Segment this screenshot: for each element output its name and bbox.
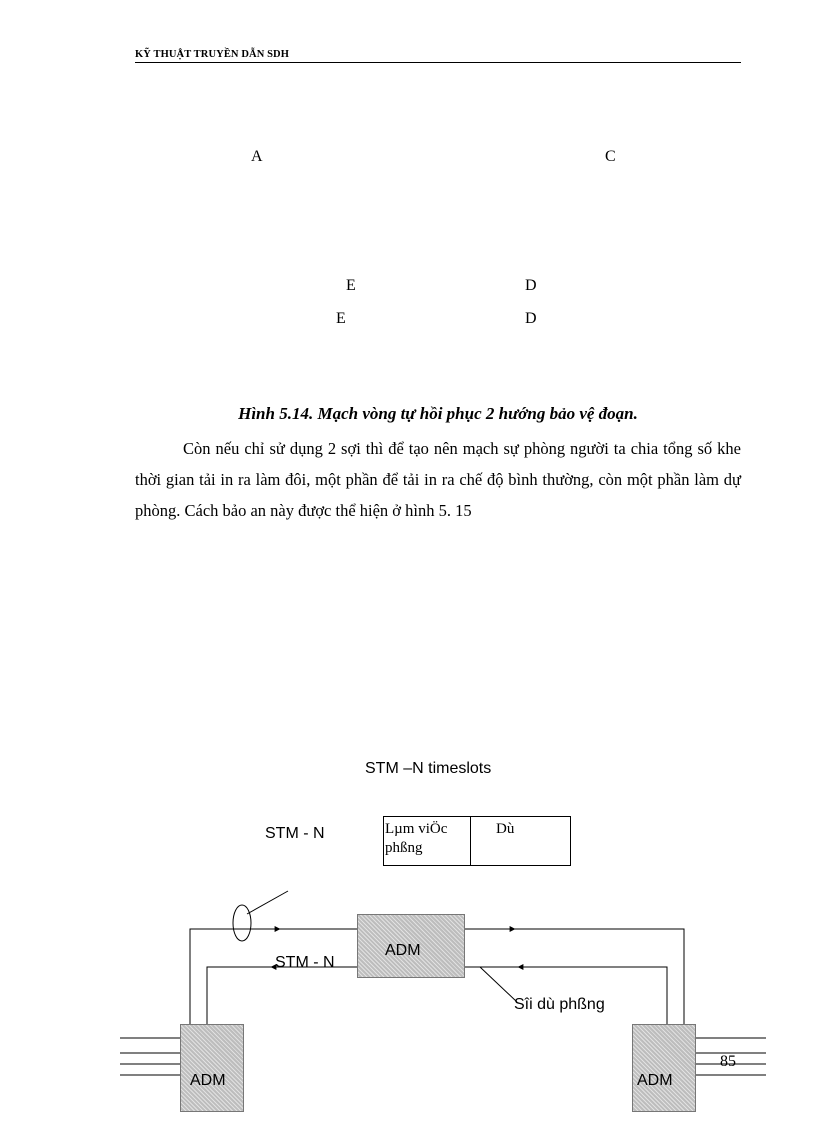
protect-fiber-label: Sîi dù phßng [514, 996, 605, 1013]
node-label-c: C [605, 148, 616, 165]
adm-node-right [632, 1024, 696, 1112]
adm-node-left [180, 1024, 244, 1112]
adm-left-label: ADM [190, 1072, 226, 1089]
fiber-cut-ellipse [233, 905, 251, 941]
page-number: 85 [720, 1053, 736, 1070]
node-label-a: A [251, 148, 263, 165]
node-label-d: D [525, 277, 537, 294]
figure-caption: Hình 5.14. Mạch vòng tự hồi phục 2 hướng bảo vệ đoạn. [238, 404, 638, 423]
working-cell: Lµm viÖc phßng [385, 821, 448, 856]
protect-label-leader [480, 967, 517, 1002]
paragraph-text: Còn nếu chỉ sử dụng 2 sợi thì để tạo nên mạch sự phòng người ta chia tổng số khe thời gian tải in ra làm đôi, một phần để tải in ra chế độ bình thường, còn một phần làm dự phòng. Cách bảo an này được thể hiện ở hình 5. 15 [135, 439, 741, 520]
fiber-label: STM - N [275, 954, 335, 971]
adm-right-label: ADM [637, 1072, 673, 1089]
timeslots-title: STM –N timeslots [365, 760, 492, 777]
node-label-e-lower: E [336, 310, 346, 327]
node-label-e: E [346, 277, 356, 294]
frame-label: STM - N [265, 825, 325, 842]
protect-cell: Dù [496, 821, 515, 837]
node-label-d-lower: D [525, 310, 537, 327]
running-header: KỸ THUẬT TRUYỀN DẪN SDH [135, 49, 289, 60]
adm-top-label: ADM [385, 942, 421, 959]
fiber-cut-pointer [247, 891, 288, 914]
